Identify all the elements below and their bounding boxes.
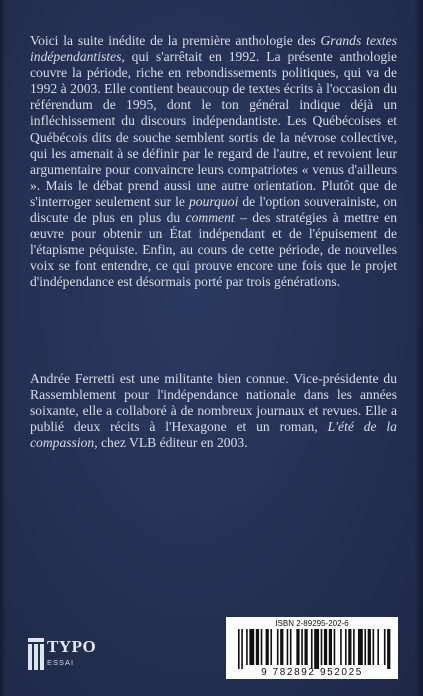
barcode-digits: 9 782892 952025 (261, 667, 363, 678)
author-bio-text: Andrée Ferretti est une militante bien connue. Vice-présidente du Rassemblement pour l'indépendance nationale dans les années soixante, elle a collaboré à de nombreux journaux et revues. Elle a publié deux récits à l'Hexagone et un roman, (30, 371, 397, 435)
synopsis-line-1: Voici la suite inédite de la première anthologie des (30, 33, 316, 48)
synopsis-body: La présente anthologie couvre la période, riche en rebondissements politiques, qui va de 1992 à 2003. Elle contient beaucoup de textes écrits à l'occasion du référendum de 1995, dont le ton général indique déjà un infléchissement du discours indépendantiste. Les Québécoises et Québécois dits de souche semblent sortis de la névrose collective, qui les amenait à se définir par le regard de l'autre, et revoient leur argumentaire pour convaincre leurs compatriotes « venus d'ailleurs ». Mais le débat prend aussi une autre orientation. Plutôt que de s'interroger seulement sur le (30, 49, 397, 209)
publisher-logo (28, 638, 108, 670)
synopsis-italic-comment: comment (185, 210, 235, 226)
cover-left-edge (0, 0, 6, 696)
anthology-title: Grands textes indépendantistes (30, 33, 397, 65)
publisher-mark-icon (28, 638, 44, 670)
synopsis-body-2: de l'option souverainiste, on discute de plus en plus du (30, 193, 397, 226)
author-bio-end: , chez VLB éditeur en 2003. (94, 435, 248, 451)
author-bio-paragraph (30, 371, 397, 451)
synopsis-body-3: – des stratégies à mettre en œuvre pour obtenir un État indépendant et de l'épuisement de l'étapisme péquiste. Enfin, au cours de cette période, de nouvelles voix se font entendre, ce qui prouve encore une fois que le projet d'indépendance est désormais porté par trois générations. (30, 210, 397, 290)
isbn-barcode (226, 617, 398, 679)
synopsis-paragraph (30, 33, 397, 291)
cover-right-edge (415, 0, 423, 696)
publisher-name: TYPO (47, 637, 97, 656)
publisher-collection: ESSAI (47, 658, 75, 667)
novel-title: L'été de la compassion (30, 419, 397, 451)
barcode-bars-icon (238, 629, 392, 669)
synopsis-italic-pourquoi: pourquoi (189, 193, 239, 209)
synopsis-line-2: , qui s'arrêtait en 1992. (121, 49, 260, 65)
isbn-number: ISBN 2-89295-202-6 (275, 619, 349, 628)
